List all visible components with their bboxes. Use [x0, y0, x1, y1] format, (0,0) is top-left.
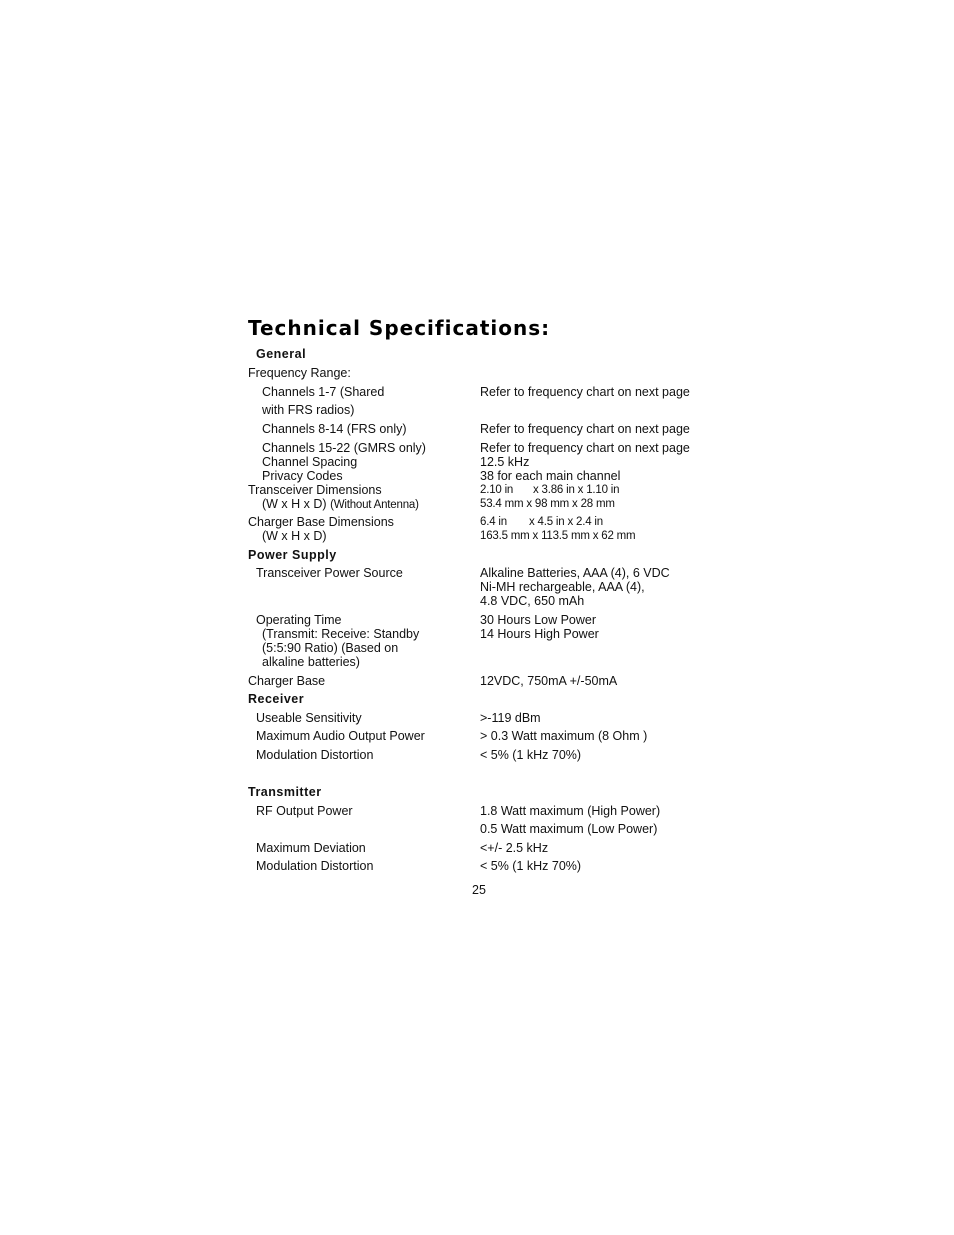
spec-label-charger-dimensions: Charger Base Dimensions	[248, 515, 394, 529]
spec-value-operating-time-high: 14 Hours High Power	[480, 627, 599, 641]
page-title: Technical Specifications:	[248, 316, 551, 340]
spec-value-rf-power-low: 0.5 Watt maximum (Low Power)	[480, 822, 658, 836]
without-antenna-note: (Without Antenna)	[330, 499, 419, 511]
spec-value-power-source-3: 4.8 VDC, 650 mAh	[480, 594, 585, 608]
section-heading-receiver: Receiver	[248, 692, 305, 706]
spec-value-operating-time-low: 30 Hours Low Power	[480, 613, 597, 627]
spec-label-rf-power: RF Output Power	[256, 804, 353, 818]
spec-value-deviation: <+/- 2.5 kHz	[480, 841, 549, 855]
spec-label-channel-spacing: Channel Spacing	[262, 455, 358, 469]
spec-value-transceiver-dimensions-in: x 3.86 in x 1.10 in	[533, 484, 620, 496]
spec-label-channels-8-14: Channels 8-14 (FRS only)	[262, 422, 407, 436]
spec-value-rf-power-high: 1.8 Watt maximum (High Power)	[480, 804, 661, 818]
spec-label-transceiver-dimensions: Transceiver Dimensions	[248, 483, 382, 497]
spec-label-operating-time-sub-2: (5:5:90 Ratio) (Based on	[262, 641, 399, 655]
spec-label-audio-power: Maximum Audio Output Power	[256, 729, 425, 743]
spec-label-frequency-range: Frequency Range:	[248, 366, 351, 380]
spec-label-operating-time: Operating Time	[256, 613, 342, 627]
spec-value-audio-power: > 0.3 Watt maximum (8 Ohm )	[480, 729, 648, 743]
spec-label-channels-1-7-cont: with FRS radios)	[262, 403, 355, 417]
spec-value-transceiver-dimensions-mm: 53.4 mm x 98 mm x 28 mm	[480, 498, 615, 510]
dimension-order: (W x H x D)	[262, 497, 327, 511]
page-number: 25	[472, 883, 486, 897]
spec-value-power-source-2: Ni-MH rechargeable, AAA (4),	[480, 580, 645, 594]
spec-value-charger-dimensions-in: x 4.5 in x 2.4 in	[529, 516, 603, 528]
spec-value-transmitter-distortion: < 5% (1 kHz 70%)	[480, 859, 582, 873]
section-heading-general: General	[256, 347, 307, 361]
spec-value-channel-spacing: 12.5 kHz	[480, 455, 530, 469]
spec-value-privacy-codes: 38 for each main channel	[480, 469, 621, 483]
spec-value-power-source-1: Alkaline Batteries, AAA (4), 6 VDC	[480, 566, 670, 580]
section-heading-power-supply: Power Supply	[248, 548, 337, 562]
spec-label-sensitivity: Useable Sensitivity	[256, 711, 362, 725]
spec-label-deviation: Maximum Deviation	[256, 841, 366, 855]
section-heading-transmitter: Transmitter	[248, 785, 322, 799]
spec-label-charger-base: Charger Base	[248, 674, 326, 688]
spec-label-charger-dimensions-sub: (W x H x D)	[262, 529, 327, 543]
spec-label-channels-1-7: Channels 1-7 (Shared	[262, 385, 385, 399]
spec-value-receiver-distortion: < 5% (1 kHz 70%)	[480, 748, 582, 762]
spec-value-channels-15-22: Refer to frequency chart on next page	[480, 441, 690, 455]
spec-value-charger-base: 12VDC, 750mA +/-50mA	[480, 674, 618, 688]
spec-label-privacy-codes: Privacy Codes	[262, 469, 343, 483]
spec-value-sensitivity: >-119 dBm	[480, 711, 541, 725]
spec-label-channels-15-22: Channels 15-22 (GMRS only)	[262, 441, 426, 455]
spec-label-transceiver-dimensions-sub	[262, 497, 419, 512]
spec-value-charger-width-in: 6.4 in	[480, 516, 507, 528]
spec-value-transceiver-width-in: 2.10 in	[480, 484, 514, 496]
spec-label-operating-time-sub-3: alkaline batteries)	[262, 655, 360, 669]
spec-label-operating-time-sub-1: (Transmit: Receive: Standby	[262, 627, 420, 641]
spec-value-channels-8-14: Refer to frequency chart on next page	[480, 422, 690, 436]
spec-label-transmitter-distortion: Modulation Distortion	[256, 859, 374, 873]
spec-value-charger-dimensions-mm: 163.5 mm x 113.5 mm x 62 mm	[480, 530, 636, 542]
spec-value-channels-1-7: Refer to frequency chart on next page	[480, 385, 690, 399]
spec-label-power-source: Transceiver Power Source	[256, 566, 403, 580]
spec-label-receiver-distortion: Modulation Distortion	[256, 748, 374, 762]
